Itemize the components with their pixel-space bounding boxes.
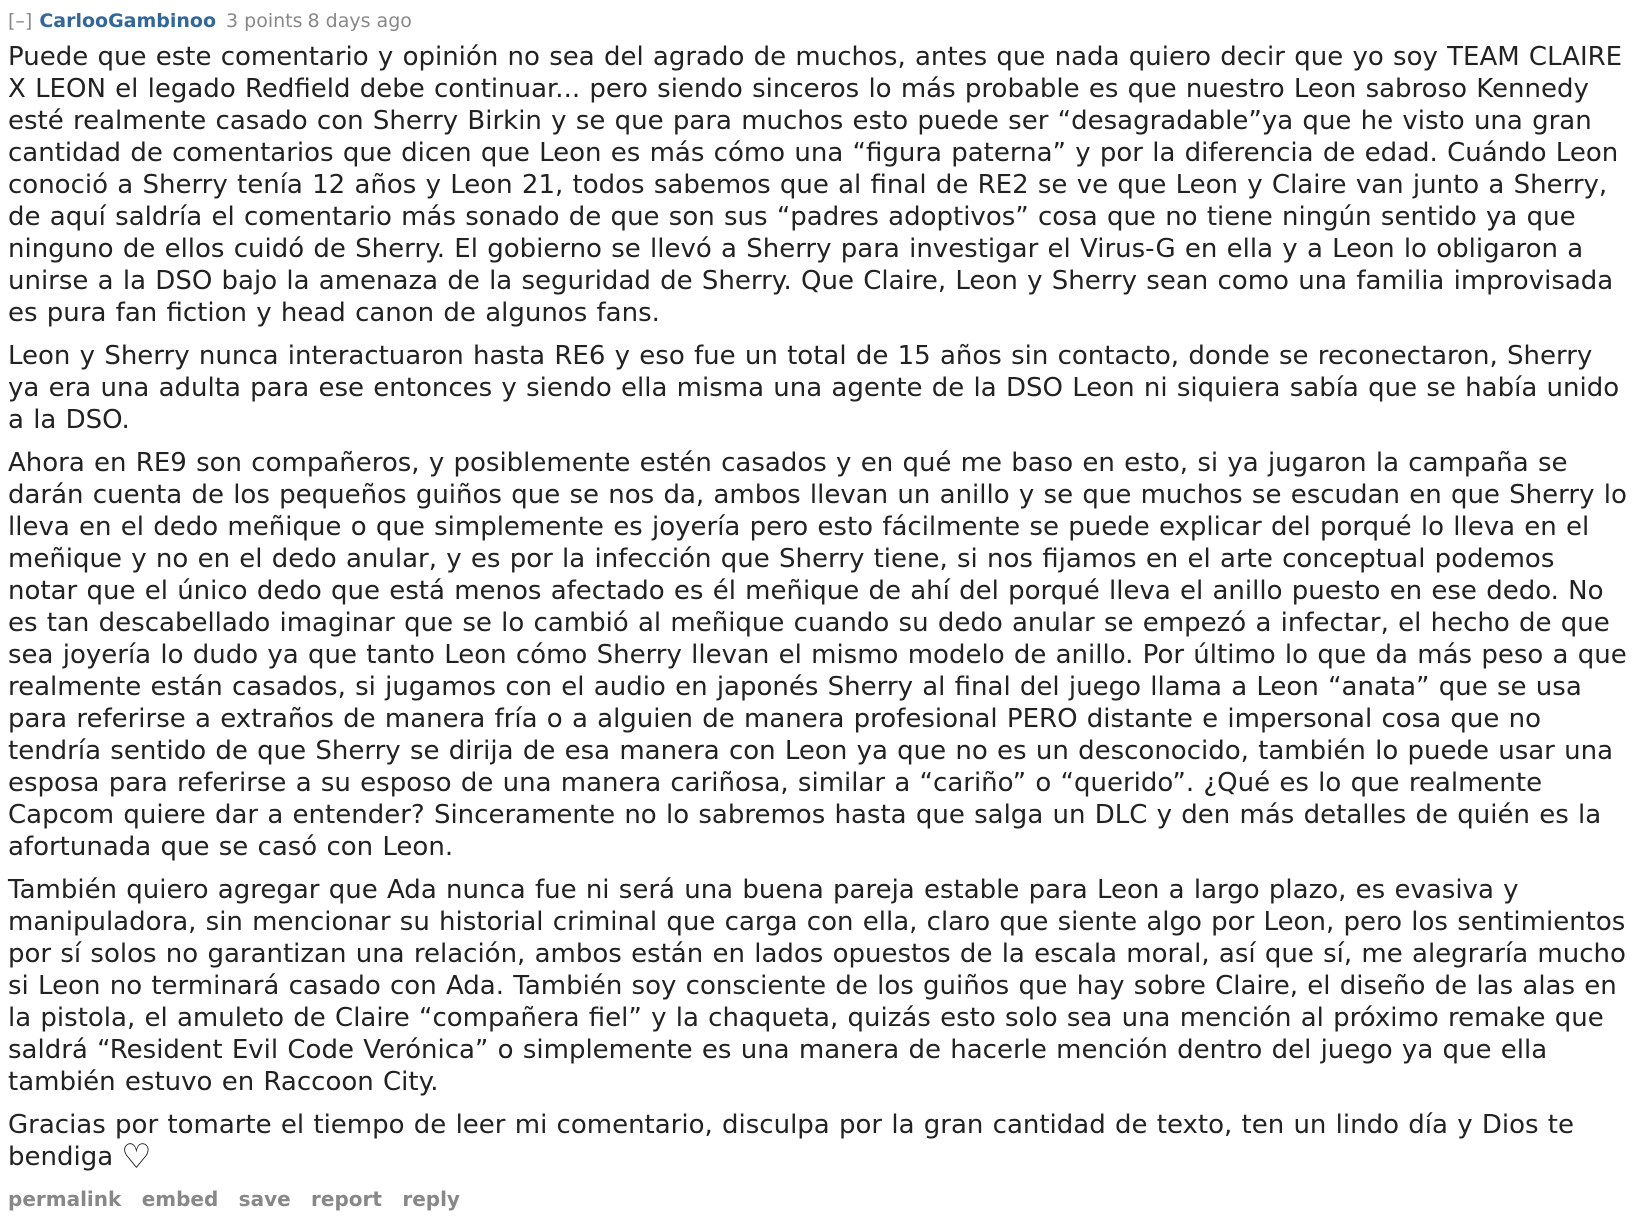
comment-body [8,41,1628,1177]
comment-buttons [8,1187,1628,1211]
collapse-toggle[interactable]: [–] [8,10,33,32]
comment-score: 3 points [226,10,303,32]
comment-timestamp: 8 days ago [307,10,412,32]
author-link[interactable]: CarlooGambinoo [39,10,217,32]
report-link[interactable]: report [311,1187,382,1211]
comment-tagline [8,9,1628,33]
comment-paragraph: Leon y Sherry nunca interactuaron hasta RE6 y eso fue un total de 15 años sin contacto, donde se reconectaron, Sherry ya era una adulta para ese entonces y siendo ella misma una agente de la DSO Leon ni siquiera sabía que se había unido a la DSO. [8,341,1620,435]
comment-paragraph-text: Gracias por tomarte el tiempo de leer mi comentario, disculpa por la gran cantidad de texto, ten un lindo día y Dios te bendiga [8,1110,1574,1172]
permalink-link[interactable]: permalink [8,1187,122,1211]
comment-paragraph: Ahora en RE9 son compañeros, y posiblemente estén casados y en qué me baso en esto, si ya jugaron la campaña se darán cuenta de los pequeños guiños que se nos da, ambos llevan un anillo y se que muchos se escudan en que Sherry lo lleva en el dedo meñique o que simplemente es joyería pero esto fácilmente se puede explicar del porqué lo lleva en el meñique y no en el dedo anular, y es por la infección que Sherry tiene, si nos fijamos en el arte conceptual podemos notar que el único dedo que está menos afectado es él meñique de ahí del porqué lleva el anillo puesto en ese dedo. No es tan descabellado imaginar que se lo cambió al meñique cuando su dedo anular se empezó a infectar, el hecho de que sea joyería lo dudo ya que tanto Leon cómo Sherry llevan el mismo modelo de anillo. Por último lo que da más peso a que realmente están casados, si jugamos con el audio en japonés Sherry al final del juego llama a Leon “anata” que se usa para referirse a extraños de manera fría o a alguien de manera profesional PERO distante e impersonal cosa que no tendría sentido de que Sherry se dirija de esa manera con Leon ya que no es un desconocido, también lo puede usar una esposa para referirse a su esposo de una manera cariñosa, similar a “cariño” o “querido”. ¿Qué es lo que realmente Capcom quiere dar a entender? Sinceramente no lo sabremos hasta que salga un DLC y den más detalles de quién es la afortunada que se casó con Leon. [8,448,1627,862]
reply-link[interactable]: reply [402,1187,460,1211]
comment-paragraph [8,1109,1628,1177]
embed-link[interactable]: embed [141,1187,219,1211]
comment-paragraph: Puede que este comentario y opinión no sea del agrado de muchos, antes que nada quiero decir que yo soy TEAM CLAIRE X LEON el legado Redfield debe continuar... pero siendo sinceros lo más probable es que nuestro Leon sabroso Kennedy esté realmente casado con Sherry Birkin y se que para muchos esto puede ser “desagradable”ya que he visto una gran cantidad de comentarios que dicen que Leon es más cómo una “figura paterna” y por la diferencia de edad. Cuándo Leon conoció a Sherry tenía 12 años y Leon 21, todos sabemos que al final de RE2 se ve que Leon y Claire van junto a Sherry, de aquí saldría el comentario más sonado de que son sus “padres adoptivos” cosa que no tiene ningún sentido ya que ninguno de ellos cuidó de Sherry. El gobierno se llevó a Sherry para investigar el Virus-G en ella y a Leon lo obligaron a unirse a la DSO bajo la amenaza de la seguridad de Sherry. Que Claire, Leon y Sherry sean como una familia improvisada es pura fan fiction y head canon de algunos fans. [8,42,1623,328]
comment-paragraph: También quiero agregar que Ada nunca fue ni será una buena pareja estable para Leon a largo plazo, es evasiva y manipuladora, sin mencionar su historial criminal que carga con ella, claro que siente algo por Leon, pero los sentimientos por sí solos no garantizan una relación, ambos están en lados opuestos de la escala moral, así que sí, me alegraría mucho si Leon no terminará casado con Ada. También soy consciente de los guiños que hay sobre Claire, el diseño de las alas en la pistola, el amuleto de Claire “compañera fiel” y la chaqueta, quizás esto solo sea una mención al próximo remake que saldrá “Resident Evil Code Verónica” o simplemente es una manera de hacerle mención dentro del juego ya que ella también estuvo en Raccoon City. [8,875,1626,1097]
save-link[interactable]: save [238,1187,291,1211]
heart-icon: ♡ [121,1137,152,1177]
